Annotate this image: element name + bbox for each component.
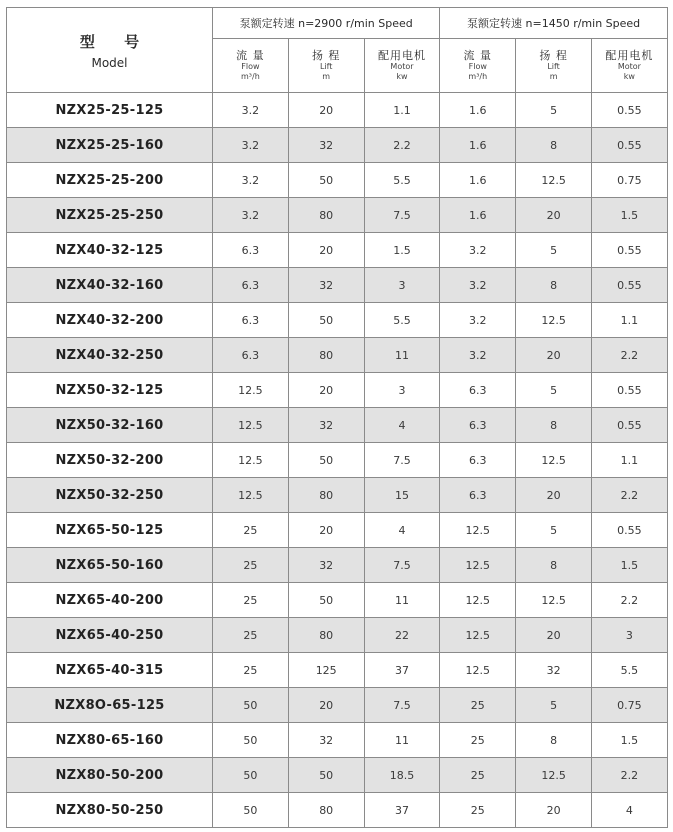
- lift-1450-cell: 20: [516, 793, 592, 828]
- flow-1450-cell: 6.3: [440, 373, 516, 408]
- motor-2900-cell: 18.5: [364, 758, 440, 793]
- lift-2900-cell: 50: [288, 758, 364, 793]
- lift-2900-cell: 80: [288, 793, 364, 828]
- table-row: [7, 128, 668, 163]
- motor-2900-cell: 4: [364, 513, 440, 548]
- table-row: [7, 373, 668, 408]
- motor-2900-cell: 1.1: [364, 93, 440, 128]
- flow-1450-cell: 3.2: [440, 268, 516, 303]
- flow-2900-cell: 25: [213, 513, 289, 548]
- motor-2900-cell: 37: [364, 653, 440, 688]
- flow-2900-cell: 25: [213, 653, 289, 688]
- lift-2900-cell: 80: [288, 478, 364, 513]
- model-header-en: Model: [91, 55, 128, 70]
- lift-1450-cell: 20: [516, 478, 592, 513]
- lift-1450-cell: 8: [516, 128, 592, 163]
- speed-2900-header: 泵额定转速 n=2900 r/min Speed: [213, 8, 440, 39]
- table-row: [7, 618, 668, 653]
- motor-2900-cell: 7.5: [364, 198, 440, 233]
- lift-2900-cell: 50: [288, 583, 364, 618]
- motor-1450-cell: 0.75: [591, 163, 667, 198]
- motor-1450-cell: 0.55: [591, 93, 667, 128]
- table-row: [7, 338, 668, 373]
- flow-2900-cell: 25: [213, 618, 289, 653]
- flow-header-zh: 流 量: [463, 48, 493, 62]
- flow-header-1450: [440, 39, 516, 93]
- motor-header-en: Motor: [617, 62, 641, 72]
- motor-1450-cell: 4: [591, 793, 667, 828]
- motor-2900-cell: 11: [364, 583, 440, 618]
- lift-header-2900: [288, 39, 364, 93]
- lift-2900-cell: 20: [288, 513, 364, 548]
- lift-header-en: Lift: [547, 62, 560, 72]
- motor-1450-cell: 0.55: [591, 513, 667, 548]
- motor-1450-cell: 2.2: [591, 338, 667, 373]
- table-row: [7, 268, 668, 303]
- pump-spec-table: [6, 7, 668, 828]
- flow-2900-cell: 6.3: [213, 303, 289, 338]
- lift-1450-cell: 8: [516, 723, 592, 758]
- lift-1450-cell: 5: [516, 373, 592, 408]
- flow-2900-cell: 25: [213, 548, 289, 583]
- table-row: [7, 723, 668, 758]
- motor-1450-cell: 2.2: [591, 758, 667, 793]
- flow-2900-cell: 3.2: [213, 93, 289, 128]
- motor-2900-cell: 15: [364, 478, 440, 513]
- table-row: [7, 163, 668, 198]
- motor-2900-cell: 1.5: [364, 233, 440, 268]
- motor-header-1450: [591, 39, 667, 93]
- flow-2900-cell: 12.5: [213, 408, 289, 443]
- flow-1450-cell: 25: [440, 758, 516, 793]
- motor-2900-cell: 22: [364, 618, 440, 653]
- flow-1450-cell: 6.3: [440, 443, 516, 478]
- lift-1450-cell: 12.5: [516, 583, 592, 618]
- lift-1450-cell: 20: [516, 618, 592, 653]
- flow-1450-cell: 3.2: [440, 233, 516, 268]
- motor-1450-cell: 0.55: [591, 408, 667, 443]
- motor-2900-cell: 2.2: [364, 128, 440, 163]
- flow-1450-cell: 1.6: [440, 163, 516, 198]
- lift-header-zh: 扬 程: [311, 48, 341, 62]
- motor-2900-cell: 7.5: [364, 548, 440, 583]
- table-row: [7, 478, 668, 513]
- model-cell: NZX25-25-250: [7, 198, 213, 233]
- flow-header-zh: 流 量: [236, 48, 265, 62]
- motor-1450-cell: 0.55: [591, 373, 667, 408]
- lift-2900-cell: 125: [288, 653, 364, 688]
- motor-1450-cell: 0.55: [591, 233, 667, 268]
- motor-2900-cell: 5.5: [364, 303, 440, 338]
- lift-header-1450: [516, 39, 592, 93]
- model-cell: NZX25-25-200: [7, 163, 213, 198]
- lift-1450-cell: 12.5: [516, 163, 592, 198]
- model-cell: NZX65-40-200: [7, 583, 213, 618]
- table-row: [7, 198, 668, 233]
- flow-2900-cell: 6.3: [213, 268, 289, 303]
- model-cell: NZX40-32-125: [7, 233, 213, 268]
- motor-2900-cell: 37: [364, 793, 440, 828]
- motor-2900-cell: 11: [364, 723, 440, 758]
- flow-1450-cell: 12.5: [440, 618, 516, 653]
- flow-2900-cell: 12.5: [213, 373, 289, 408]
- flow-1450-cell: 12.5: [440, 653, 516, 688]
- flow-2900-cell: 50: [213, 793, 289, 828]
- model-cell: NZX80-50-250: [7, 793, 213, 828]
- lift-2900-cell: 32: [288, 128, 364, 163]
- table-row: [7, 513, 668, 548]
- flow-1450-cell: 3.2: [440, 303, 516, 338]
- lift-1450-cell: 12.5: [516, 303, 592, 338]
- lift-1450-cell: 20: [516, 338, 592, 373]
- model-cell: NZX50-32-125: [7, 373, 213, 408]
- motor-1450-cell: 2.2: [591, 478, 667, 513]
- flow-2900-cell: 6.3: [213, 233, 289, 268]
- lift-2900-cell: 32: [288, 723, 364, 758]
- lift-1450-cell: 5: [516, 688, 592, 723]
- table-row: [7, 583, 668, 618]
- motor-2900-cell: 3: [364, 268, 440, 303]
- flow-header-unit: m³/h: [468, 71, 488, 81]
- flow-1450-cell: 1.6: [440, 128, 516, 163]
- table-row: [7, 548, 668, 583]
- flow-2900-cell: 50: [213, 758, 289, 793]
- lift-header-zh: 扬 程: [539, 48, 568, 62]
- flow-1450-cell: 3.2: [440, 338, 516, 373]
- motor-2900-cell: 11: [364, 338, 440, 373]
- lift-1450-cell: 8: [516, 268, 592, 303]
- flow-1450-cell: 25: [440, 723, 516, 758]
- lift-1450-cell: 5: [516, 513, 592, 548]
- model-cell: NZX50-32-250: [7, 478, 213, 513]
- flow-2900-cell: 3.2: [213, 128, 289, 163]
- model-header-zh: 型 号: [79, 32, 152, 51]
- lift-2900-cell: 50: [288, 163, 364, 198]
- flow-2900-cell: 50: [213, 688, 289, 723]
- lift-2900-cell: 20: [288, 688, 364, 723]
- model-cell: NZX50-32-200: [7, 443, 213, 478]
- model-cell: NZX80-50-200: [7, 758, 213, 793]
- lift-2900-cell: 50: [288, 443, 364, 478]
- motor-1450-cell: 0.75: [591, 688, 667, 723]
- model-cell: NZX50-32-160: [7, 408, 213, 443]
- speed-1450-header: 泵额定转速 n=1450 r/min Speed: [440, 8, 667, 39]
- header-row-speed: [7, 8, 668, 39]
- motor-2900-cell: 4: [364, 408, 440, 443]
- motor-1450-cell: 3: [591, 618, 667, 653]
- flow-2900-cell: 25: [213, 583, 289, 618]
- table-row: [7, 93, 668, 128]
- model-cell: NZX65-40-315: [7, 653, 213, 688]
- table-row: [7, 233, 668, 268]
- lift-header-unit: m: [549, 71, 558, 81]
- lift-2900-cell: 32: [288, 408, 364, 443]
- flow-2900-cell: 6.3: [213, 338, 289, 373]
- flow-1450-cell: 25: [440, 793, 516, 828]
- motor-header-unit: kw: [396, 71, 408, 81]
- table-row: [7, 408, 668, 443]
- flow-1450-cell: 25: [440, 688, 516, 723]
- lift-1450-cell: 32: [516, 653, 592, 688]
- flow-1450-cell: 6.3: [440, 408, 516, 443]
- model-column-header: [7, 8, 213, 93]
- flow-2900-cell: 12.5: [213, 443, 289, 478]
- flow-header-en: Flow: [468, 62, 487, 72]
- motor-header-zh: 配用电机: [377, 48, 426, 62]
- motor-1450-cell: 1.5: [591, 548, 667, 583]
- motor-2900-cell: 7.5: [364, 688, 440, 723]
- lift-1450-cell: 12.5: [516, 758, 592, 793]
- table-row: [7, 793, 668, 828]
- motor-header-en: Motor: [390, 62, 414, 72]
- flow-1450-cell: 6.3: [440, 478, 516, 513]
- table-row: [7, 688, 668, 723]
- lift-2900-cell: 32: [288, 268, 364, 303]
- motor-header-zh: 配用电机: [605, 48, 654, 62]
- motor-2900-cell: 3: [364, 373, 440, 408]
- motor-1450-cell: 0.55: [591, 268, 667, 303]
- motor-1450-cell: 2.2: [591, 583, 667, 618]
- table-row: [7, 653, 668, 688]
- model-cell: NZX65-50-125: [7, 513, 213, 548]
- flow-header-2900: [213, 39, 289, 93]
- motor-1450-cell: 5.5: [591, 653, 667, 688]
- flow-header-unit: m³/h: [241, 71, 260, 81]
- lift-2900-cell: 32: [288, 548, 364, 583]
- flow-1450-cell: 1.6: [440, 198, 516, 233]
- model-cell: NZX65-40-250: [7, 618, 213, 653]
- model-cell: NZX80-65-160: [7, 723, 213, 758]
- lift-2900-cell: 20: [288, 233, 364, 268]
- model-cell: NZX40-32-160: [7, 268, 213, 303]
- motor-1450-cell: 1.1: [591, 443, 667, 478]
- lift-2900-cell: 80: [288, 338, 364, 373]
- lift-1450-cell: 12.5: [516, 443, 592, 478]
- lift-1450-cell: 5: [516, 93, 592, 128]
- lift-header-en: Lift: [319, 62, 333, 72]
- motor-1450-cell: 0.55: [591, 128, 667, 163]
- motor-2900-cell: 7.5: [364, 443, 440, 478]
- lift-1450-cell: 8: [516, 548, 592, 583]
- flow-2900-cell: 3.2: [213, 198, 289, 233]
- flow-2900-cell: 50: [213, 723, 289, 758]
- flow-1450-cell: 1.6: [440, 93, 516, 128]
- lift-2900-cell: 50: [288, 303, 364, 338]
- flow-header-en: Flow: [241, 62, 260, 72]
- flow-1450-cell: 12.5: [440, 513, 516, 548]
- lift-1450-cell: 8: [516, 408, 592, 443]
- flow-1450-cell: 12.5: [440, 583, 516, 618]
- lift-header-unit: m: [322, 71, 331, 81]
- lift-2900-cell: 20: [288, 93, 364, 128]
- model-cell: NZX65-50-160: [7, 548, 213, 583]
- motor-1450-cell: 1.5: [591, 198, 667, 233]
- motor-1450-cell: 1.5: [591, 723, 667, 758]
- flow-2900-cell: 12.5: [213, 478, 289, 513]
- table-row: [7, 303, 668, 338]
- model-cell: NZX25-25-125: [7, 93, 213, 128]
- motor-1450-cell: 1.1: [591, 303, 667, 338]
- model-cell: NZX40-32-200: [7, 303, 213, 338]
- lift-2900-cell: 80: [288, 198, 364, 233]
- model-cell: NZX8O-65-125: [7, 688, 213, 723]
- lift-1450-cell: 20: [516, 198, 592, 233]
- table-row: [7, 443, 668, 478]
- table-row: [7, 758, 668, 793]
- motor-2900-cell: 5.5: [364, 163, 440, 198]
- lift-1450-cell: 5: [516, 233, 592, 268]
- motor-header-2900: [364, 39, 440, 93]
- lift-2900-cell: 80: [288, 618, 364, 653]
- model-cell: NZX25-25-160: [7, 128, 213, 163]
- motor-header-unit: kw: [623, 71, 635, 81]
- flow-2900-cell: 3.2: [213, 163, 289, 198]
- lift-2900-cell: 20: [288, 373, 364, 408]
- spec-table-container: [6, 7, 667, 826]
- model-cell: NZX40-32-250: [7, 338, 213, 373]
- flow-1450-cell: 12.5: [440, 548, 516, 583]
